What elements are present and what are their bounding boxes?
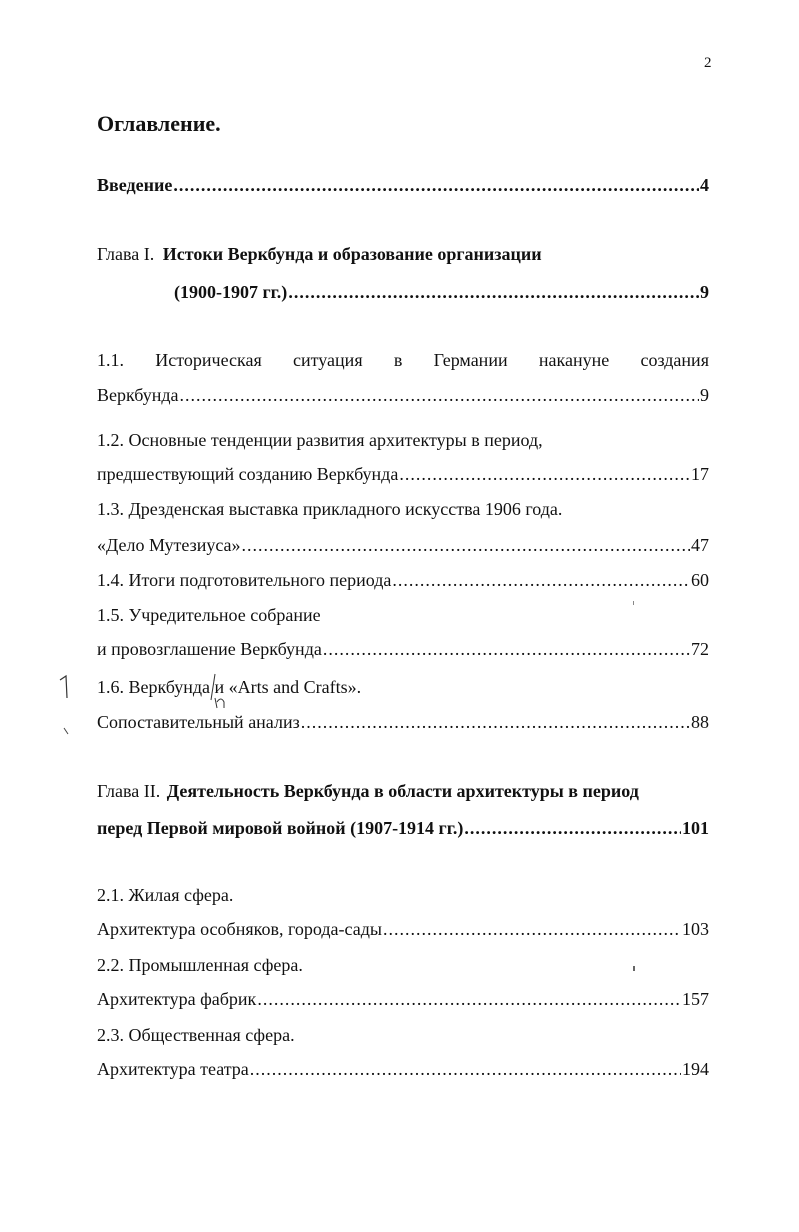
toc-entry-intro[interactable] (97, 174, 709, 196)
entry-page: 17 (691, 464, 709, 484)
entry-label: Архитектура театра (97, 1059, 249, 1079)
word: в (393, 350, 403, 370)
entry-label: 1.4. Итоги подготовительного периода (97, 570, 392, 590)
dot-leader (392, 569, 690, 591)
toc-title: Оглавление. (97, 111, 221, 136)
toc-entry-1-1-line1[interactable] (97, 349, 709, 371)
toc-entry-1-6-line1[interactable]: 1.6. Веркбунда и «Arts and Crafts». (97, 677, 362, 697)
entry-page: 101 (682, 818, 709, 838)
toc-entry-2-2-line1[interactable]: 2.2. Промышленная сфера. (97, 955, 303, 975)
scan-speck (633, 966, 635, 971)
dot-leader (301, 711, 690, 733)
dot-leader (288, 281, 699, 303)
entry-label: Введение (97, 175, 173, 195)
chapter-prefix: Глава I. (97, 244, 155, 264)
dot-leader (323, 638, 690, 660)
word: Германии (433, 350, 508, 370)
entry-label: Архитектура особняков, города-сады (97, 919, 382, 939)
toc-entry-1-5-line2[interactable] (97, 638, 709, 660)
dot-leader (257, 988, 681, 1010)
word: накануне (538, 350, 610, 370)
dot-leader (242, 534, 690, 556)
word: ситуация (293, 350, 363, 370)
entry-label: и провозглашение Веркбунда (97, 639, 322, 659)
handwritten-strike-mark (205, 672, 235, 712)
toc-entry-1-3-line1[interactable]: 1.3. Дрезденская выставка прикладного искусства 1906 года. (97, 499, 563, 519)
page-number: 2 (704, 55, 712, 71)
word: Историческая (155, 350, 262, 370)
dot-leader (383, 918, 681, 940)
entry-page: 194 (682, 1059, 709, 1079)
chapter-title: Деятельность Веркбунда в области архитектуры в период (166, 781, 639, 801)
entry-page: 157 (682, 989, 709, 1009)
scan-speck (633, 601, 634, 605)
entry-page: 4 (700, 175, 709, 195)
dot-leader (250, 1058, 681, 1080)
toc-entry-1-5-line1[interactable]: 1.5. Учредительное собрание (97, 605, 321, 625)
word: создания (640, 350, 709, 370)
toc-entry-1-1-line2[interactable] (97, 384, 709, 406)
entry-label: Сопоставительный анализ (97, 712, 300, 732)
toc-entry-1-6-line2[interactable] (97, 711, 709, 733)
toc-entry-2-1-line2[interactable] (97, 918, 709, 940)
dot-leader (399, 463, 690, 485)
chapter-2-heading-line2[interactable] (97, 817, 709, 839)
toc-entry-1-2-line1[interactable]: 1.2. Основные тенденции развития архитектуры в период, (97, 430, 543, 450)
chapter-2-heading[interactable] (97, 780, 639, 802)
toc-entry-2-2-line2[interactable] (97, 988, 709, 1010)
handwritten-correction-mark (52, 668, 142, 740)
entry-label: Веркбунда (97, 385, 179, 405)
toc-entry-2-3-line1[interactable]: 2.3. Общественная сфера. (97, 1025, 295, 1045)
dot-leader (180, 384, 699, 406)
entry-page: 9 (700, 385, 709, 405)
toc-entry-2-1-line1[interactable]: 2.1. Жилая сфера. (97, 885, 234, 905)
entry-page: 88 (691, 712, 709, 732)
chapter-title-cont: (1900-1907 гг.) (174, 282, 288, 302)
entry-page: 47 (691, 535, 709, 555)
toc-entry-2-3-line2[interactable] (97, 1058, 709, 1080)
chapter-title-cont: перед Первой мировой войной (1907-1914 гг.) (97, 818, 464, 838)
entry-page: 72 (691, 639, 709, 659)
entry-label: Архитектура фабрик (97, 989, 257, 1009)
chapter-prefix: Глава II. (97, 781, 161, 801)
chapter-title: Истоки Веркбунда и образование организации (162, 244, 542, 264)
entry-label: «Дело Мутезиуса» (97, 535, 241, 555)
entry-label: предшествующий созданию Веркбунда (97, 464, 399, 484)
entry-page: 103 (682, 919, 709, 939)
entry-page: 9 (700, 282, 709, 302)
chapter-1-heading[interactable] (97, 243, 542, 265)
dot-leader (173, 174, 699, 196)
word: 1.1. (97, 350, 124, 370)
toc-entry-1-3-line2[interactable] (97, 534, 709, 556)
toc-entry-1-4[interactable] (97, 569, 709, 591)
toc-entry-1-2-line2[interactable] (97, 463, 709, 485)
chapter-1-heading-line2[interactable] (174, 281, 709, 303)
entry-page: 60 (691, 570, 709, 590)
dot-leader (464, 817, 681, 839)
